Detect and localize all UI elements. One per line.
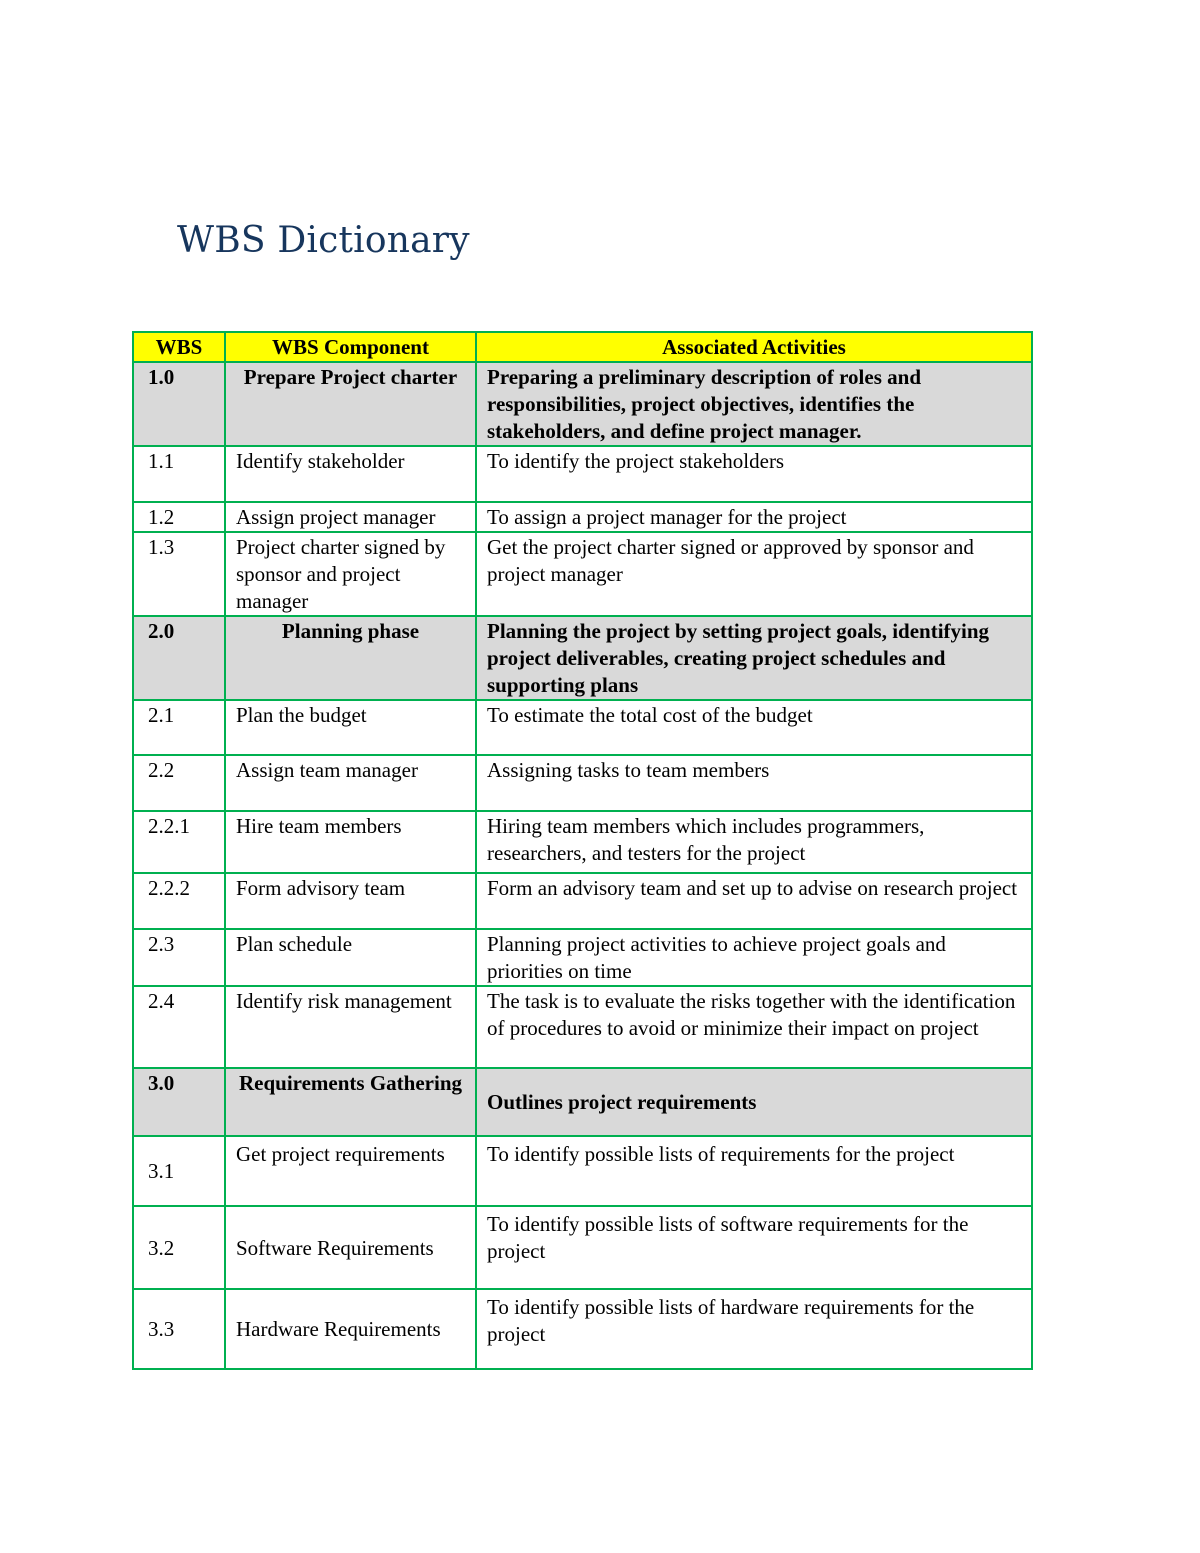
- table-row: [133, 1068, 1032, 1136]
- header-wbs: WBS: [133, 332, 225, 362]
- wbs-activities: Planning the project by setting project goals, identifying project deliverables, creating project schedules and supporting plans: [476, 616, 1032, 700]
- table-row: [133, 616, 1032, 700]
- table-row: [133, 1136, 1032, 1206]
- document-title: WBS Dictionary: [177, 220, 470, 261]
- table-row: [133, 446, 1032, 502]
- wbs-code: 2.2: [133, 755, 225, 811]
- wbs-activities: Form an advisory team and set up to advise on research project: [476, 873, 1032, 929]
- wbs-activities: Planning project activities to achieve project goals and priorities on time: [476, 929, 1032, 986]
- table-row: [133, 1206, 1032, 1289]
- wbs-code: 2.0: [133, 616, 225, 700]
- wbs-component: Prepare Project charter: [225, 362, 476, 446]
- wbs-component: Requirements Gathering: [225, 1068, 476, 1136]
- wbs-activities: To identify possible lists of requirements for the project: [476, 1136, 1032, 1206]
- table-row: [133, 1289, 1032, 1369]
- wbs-code: 3.3: [133, 1289, 225, 1369]
- wbs-activities: To identify possible lists of software requirements for the project: [476, 1206, 1032, 1289]
- wbs-activities: To identify possible lists of hardware requirements for the project: [476, 1289, 1032, 1369]
- wbs-component: Get project requirements: [225, 1136, 476, 1206]
- table-row: [133, 532, 1032, 616]
- table-header-row: [133, 332, 1032, 362]
- wbs-code: 1.3: [133, 532, 225, 616]
- wbs-component: Identify stakeholder: [225, 446, 476, 502]
- wbs-component: Plan schedule: [225, 929, 476, 986]
- wbs-code: 2.1: [133, 700, 225, 755]
- wbs-component: Software Requirements: [225, 1206, 476, 1289]
- wbs-code: 3.0: [133, 1068, 225, 1136]
- wbs-code: 1.0: [133, 362, 225, 446]
- wbs-component: Form advisory team: [225, 873, 476, 929]
- wbs-component: Identify risk management: [225, 986, 476, 1068]
- wbs-activities: Outlines project requirements: [476, 1068, 1032, 1136]
- wbs-code: 2.2.2: [133, 873, 225, 929]
- table-row: [133, 755, 1032, 811]
- table-row: [133, 502, 1032, 532]
- header-wbs-component: WBS Component: [225, 332, 476, 362]
- table-row: [133, 986, 1032, 1068]
- wbs-component: Project charter signed by sponsor and project manager: [225, 532, 476, 616]
- wbs-activities: To assign a project manager for the project: [476, 502, 1032, 532]
- wbs-code: 2.2.1: [133, 811, 225, 873]
- table-row: [133, 362, 1032, 446]
- header-associated-activities: Associated Activities: [476, 332, 1032, 362]
- wbs-component: Assign project manager: [225, 502, 476, 532]
- wbs-activities: Preparing a preliminary description of roles and responsibilities, project objectives, identifies the stakeholders, and define project manager.: [476, 362, 1032, 446]
- table-row: [133, 811, 1032, 873]
- wbs-component: Plan the budget: [225, 700, 476, 755]
- wbs-code: 2.4: [133, 986, 225, 1068]
- wbs-activities: Get the project charter signed or approved by sponsor and project manager: [476, 532, 1032, 616]
- table-row: [133, 873, 1032, 929]
- table-row: [133, 929, 1032, 986]
- wbs-code: 2.3: [133, 929, 225, 986]
- wbs-activities: To identify the project stakeholders: [476, 446, 1032, 502]
- wbs-code: 3.1: [133, 1136, 225, 1206]
- wbs-code: 1.1: [133, 446, 225, 502]
- wbs-code: 3.2: [133, 1206, 225, 1289]
- wbs-activities: To estimate the total cost of the budget: [476, 700, 1032, 755]
- wbs-activities: Assigning tasks to team members: [476, 755, 1032, 811]
- wbs-activities: The task is to evaluate the risks together with the identification of procedures to avoid or minimize their impact on project: [476, 986, 1032, 1068]
- wbs-code: 1.2: [133, 502, 225, 532]
- wbs-component: Hire team members: [225, 811, 476, 873]
- table-row: [133, 700, 1032, 755]
- wbs-activities: Hiring team members which includes programmers, researchers, and testers for the project: [476, 811, 1032, 873]
- wbs-dictionary-table: [132, 331, 1033, 1370]
- wbs-component: Planning phase: [225, 616, 476, 700]
- wbs-component: Hardware Requirements: [225, 1289, 476, 1369]
- wbs-component: Assign team manager: [225, 755, 476, 811]
